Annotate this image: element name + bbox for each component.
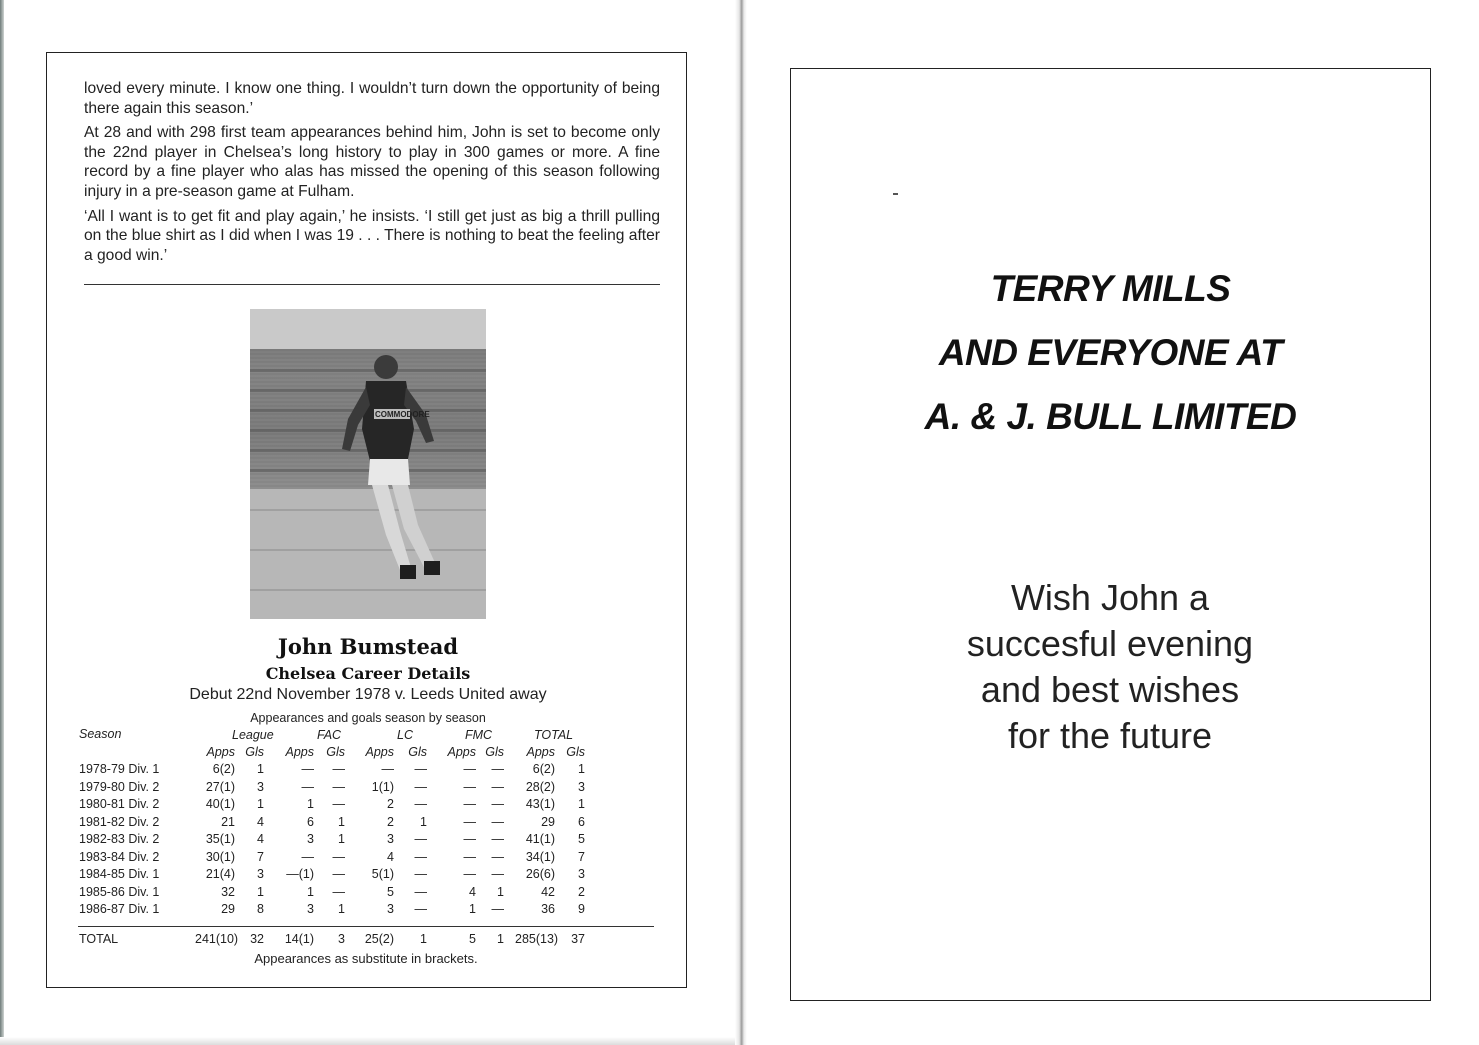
stats-value-cell: —: [332, 849, 345, 864]
section-divider: [84, 284, 660, 285]
stats-value-cell: 1: [578, 797, 585, 811]
season-column-header: Season: [79, 727, 122, 741]
stats-value-cell: 7: [257, 849, 264, 864]
stats-value-cell: 1: [338, 832, 345, 846]
stats-value-cell: —: [332, 884, 345, 899]
stats-value-cell: 3: [387, 832, 394, 846]
stats-value-cell: 32: [221, 884, 235, 899]
stats-value-cell: 3: [578, 867, 585, 881]
stats-value-cell: —: [463, 762, 476, 776]
stats-total-cell: 25(2): [364, 932, 394, 946]
stats-value-cell: 26(6): [525, 867, 555, 881]
page-bottom-edge: [0, 1037, 740, 1045]
stats-subheader: Gls: [485, 745, 504, 759]
wish-line: succesful evening: [966, 623, 1254, 664]
stats-total-label: TOTAL: [79, 932, 119, 946]
player-name: John Bumstead: [277, 634, 459, 659]
wish-line: Wish John a: [1010, 577, 1210, 618]
stats-value-cell: 6(2): [212, 762, 235, 776]
wish-line: and best wishes: [980, 669, 1240, 710]
stats-value-cell: 7: [578, 849, 585, 864]
stats-value-cell: 29: [221, 902, 235, 916]
stats-value-cell: 1: [257, 884, 264, 899]
stats-value-cell: 3: [307, 832, 314, 846]
stats-value-cell: —: [491, 762, 504, 776]
stats-total-cell: 241(10): [195, 932, 239, 946]
stats-value-cell: 3: [257, 867, 264, 881]
wish-line: for the future: [1007, 715, 1213, 756]
stats-season-cell: 1978-79 Div. 1: [79, 762, 160, 776]
stats-value-cell: —: [381, 762, 394, 776]
stats-value-cell: —: [301, 762, 314, 776]
stats-season-cell: 1985-86 Div. 1: [79, 884, 160, 899]
shirt-sponsor-text: COMMODORE: [375, 410, 430, 419]
stats-value-cell: 41(1): [525, 832, 555, 846]
stats-value-cell: 8: [257, 902, 264, 916]
stats-subheader: Gls: [408, 745, 427, 759]
stats-value-cell: 4: [387, 849, 394, 864]
article-text: [84, 79, 660, 270]
group-header-fmc: FMC: [465, 728, 493, 742]
stats-value-cell: —: [332, 779, 345, 794]
stats-value-cell: 2: [387, 797, 394, 811]
stats-season-cell: 1984-85 Div. 1: [79, 867, 160, 881]
stats-value-cell: —: [414, 884, 427, 899]
stats-total-cell: 1: [497, 932, 504, 946]
stats-total-cell: 32: [250, 932, 264, 946]
stats-value-cell: 1(1): [371, 779, 394, 794]
stats-value-cell: 21: [221, 814, 235, 829]
stats-value-cell: 9: [578, 902, 585, 916]
stats-value-cell: 5(1): [371, 867, 394, 881]
stats-value-cell: 28(2): [525, 779, 555, 794]
stats-value-cell: —: [463, 814, 476, 829]
stats-value-cell: 3: [307, 902, 314, 916]
stats-value-cell: 2: [578, 884, 585, 899]
stats-value-cell: —: [491, 814, 504, 829]
stats-value-cell: 5: [578, 832, 585, 846]
stats-value-cell: 5: [387, 884, 394, 899]
stats-value-cell: 3: [257, 779, 264, 794]
stats-season-cell: 1982-83 Div. 2: [79, 832, 160, 846]
page-edge-shadow: [0, 0, 4, 1045]
stats-value-cell: 43(1): [525, 797, 555, 811]
stats-value-cell: 6(2): [532, 762, 555, 776]
print-speck: [893, 193, 898, 195]
book-spine: [735, 0, 747, 1045]
stats-value-cell: —: [491, 832, 504, 846]
stats-value-cell: —: [332, 762, 345, 776]
stats-footnote: Appearances as substitute in brackets.: [254, 951, 478, 966]
stats-value-cell: 34(1): [525, 849, 555, 864]
stats-total-cell: 5: [469, 932, 476, 946]
stats-value-cell: 1: [257, 797, 264, 811]
group-header-lc: LC: [397, 728, 413, 742]
stats-season-cell: 1981-82 Div. 2: [79, 814, 160, 829]
stats-value-cell: —: [301, 779, 314, 794]
stats-total-cell: 37: [571, 932, 585, 946]
stats-season-cell: 1979-80 Div. 2: [79, 779, 160, 794]
stats-value-cell: 1: [257, 762, 264, 776]
debut-line: Debut 22nd November 1978 v. Leeds United away: [189, 686, 547, 703]
stats-value-cell: 42: [541, 884, 555, 899]
stats-caption: Appearances and goals season by season: [250, 711, 486, 725]
stats-value-cell: —: [463, 849, 476, 864]
stats-value-cell: 35(1): [205, 832, 235, 846]
stats-value-cell: 6: [307, 814, 314, 829]
stats-value-cell: —: [414, 902, 427, 916]
stats-subheader: Apps: [206, 745, 235, 759]
stats-value-cell: 1: [497, 884, 504, 899]
stats-value-cell: —: [463, 832, 476, 846]
career-details-heading: Chelsea Career Details: [265, 664, 471, 683]
total-divider: [78, 926, 654, 927]
stats-value-cell: —: [491, 867, 504, 881]
stats-value-cell: —: [491, 902, 504, 916]
article-paragraph: At 28 and with 298 first team appearances behind him, John is set to become only the 22nd player in Chelsea’s long history to play in 300 games or more. A fine record by a fine player who alas has missed the opening of this season following injury in a pre-season game at Fulham.: [84, 124, 660, 200]
stats-value-cell: —: [491, 849, 504, 864]
stats-value-cell: 1: [469, 902, 476, 916]
stats-value-cell: —: [414, 849, 427, 864]
stats-value-cell: —: [414, 762, 427, 776]
stats-value-cell: 27(1): [205, 779, 235, 794]
stats-value-cell: —: [301, 849, 314, 864]
stats-value-cell: 1: [420, 814, 427, 829]
player-photo: [250, 309, 486, 619]
stats-value-cell: —: [463, 779, 476, 794]
stats-subheader: Apps: [365, 745, 394, 759]
stats-value-cell: 30(1): [205, 849, 235, 864]
stats-value-cell: 4: [469, 884, 476, 899]
stats-total-cell: 14(1): [284, 932, 314, 946]
stats-value-cell: 6: [578, 814, 585, 829]
stats-value-cell: 4: [257, 814, 264, 829]
group-header-total: TOTAL: [534, 728, 574, 742]
stats-season-cell: 1983-84 Div. 2: [79, 849, 160, 864]
stats-total-cell: 3: [338, 932, 345, 946]
advert-line-everyone: AND EVERYONE AT: [938, 332, 1283, 373]
stats-value-cell: 1: [578, 762, 585, 776]
stats-value-cell: —: [414, 797, 427, 811]
stats-season-cell: 1986-87 Div. 1: [79, 902, 160, 916]
article-paragraph: loved every minute. I know one thing. I wouldn’t turn down the opportunity of being there again this season.’: [84, 80, 660, 117]
stats-value-cell: —: [491, 779, 504, 794]
advert-line-company: A. & J. BULL LIMITED: [924, 396, 1297, 437]
stats-value-cell: —: [332, 797, 345, 811]
stats-subheader: Apps: [526, 745, 555, 759]
stats-value-cell: 29: [541, 814, 555, 829]
stats-value-cell: 1: [307, 884, 314, 899]
stats-season-cell: 1980-81 Div. 2: [79, 797, 160, 811]
stats-subheader: Gls: [566, 745, 585, 759]
article-paragraph: ‘All I want is to get fit and play again,’ he insists. ‘I still get just as big a thrill pulling on the blue shirt as I did when I was 19 . . . There is nothing to beat the feeling after a good win.’: [84, 207, 660, 264]
stats-subheader: Apps: [447, 745, 476, 759]
stats-value-cell: —: [463, 797, 476, 811]
stats-value-cell: —: [332, 867, 345, 881]
player-photo-image: [250, 309, 486, 619]
stats-value-cell: —: [414, 779, 427, 794]
stats-value-cell: 1: [307, 797, 314, 811]
stats-total-cell: 1: [420, 932, 427, 946]
stats-value-cell: —: [463, 867, 476, 881]
stats-value-cell: 36: [541, 902, 555, 916]
stats-subheader: Gls: [245, 745, 264, 759]
stats-value-cell: —(1): [286, 867, 314, 881]
stats-value-cell: 1: [338, 902, 345, 916]
stats-subheader: Apps: [285, 745, 314, 759]
right-page-frame: [790, 68, 1431, 1001]
stats-value-cell: 21(4): [205, 867, 235, 881]
stats-value-cell: 3: [387, 902, 394, 916]
group-header-fac: FAC: [317, 728, 342, 742]
stats-total-cell: 285(13): [515, 932, 559, 946]
group-header-league: League: [232, 728, 274, 742]
advert-line-name: TERRY MILLS: [990, 268, 1231, 309]
stats-value-cell: 2: [387, 814, 394, 829]
stats-value-cell: —: [414, 832, 427, 846]
stats-value-cell: 1: [338, 814, 345, 829]
stats-value-cell: —: [414, 867, 427, 881]
stats-subheader: Gls: [326, 745, 345, 759]
stats-value-cell: 3: [578, 779, 585, 794]
stats-value-cell: 4: [257, 832, 264, 846]
stats-value-cell: —: [491, 797, 504, 811]
stats-value-cell: 40(1): [205, 797, 235, 811]
